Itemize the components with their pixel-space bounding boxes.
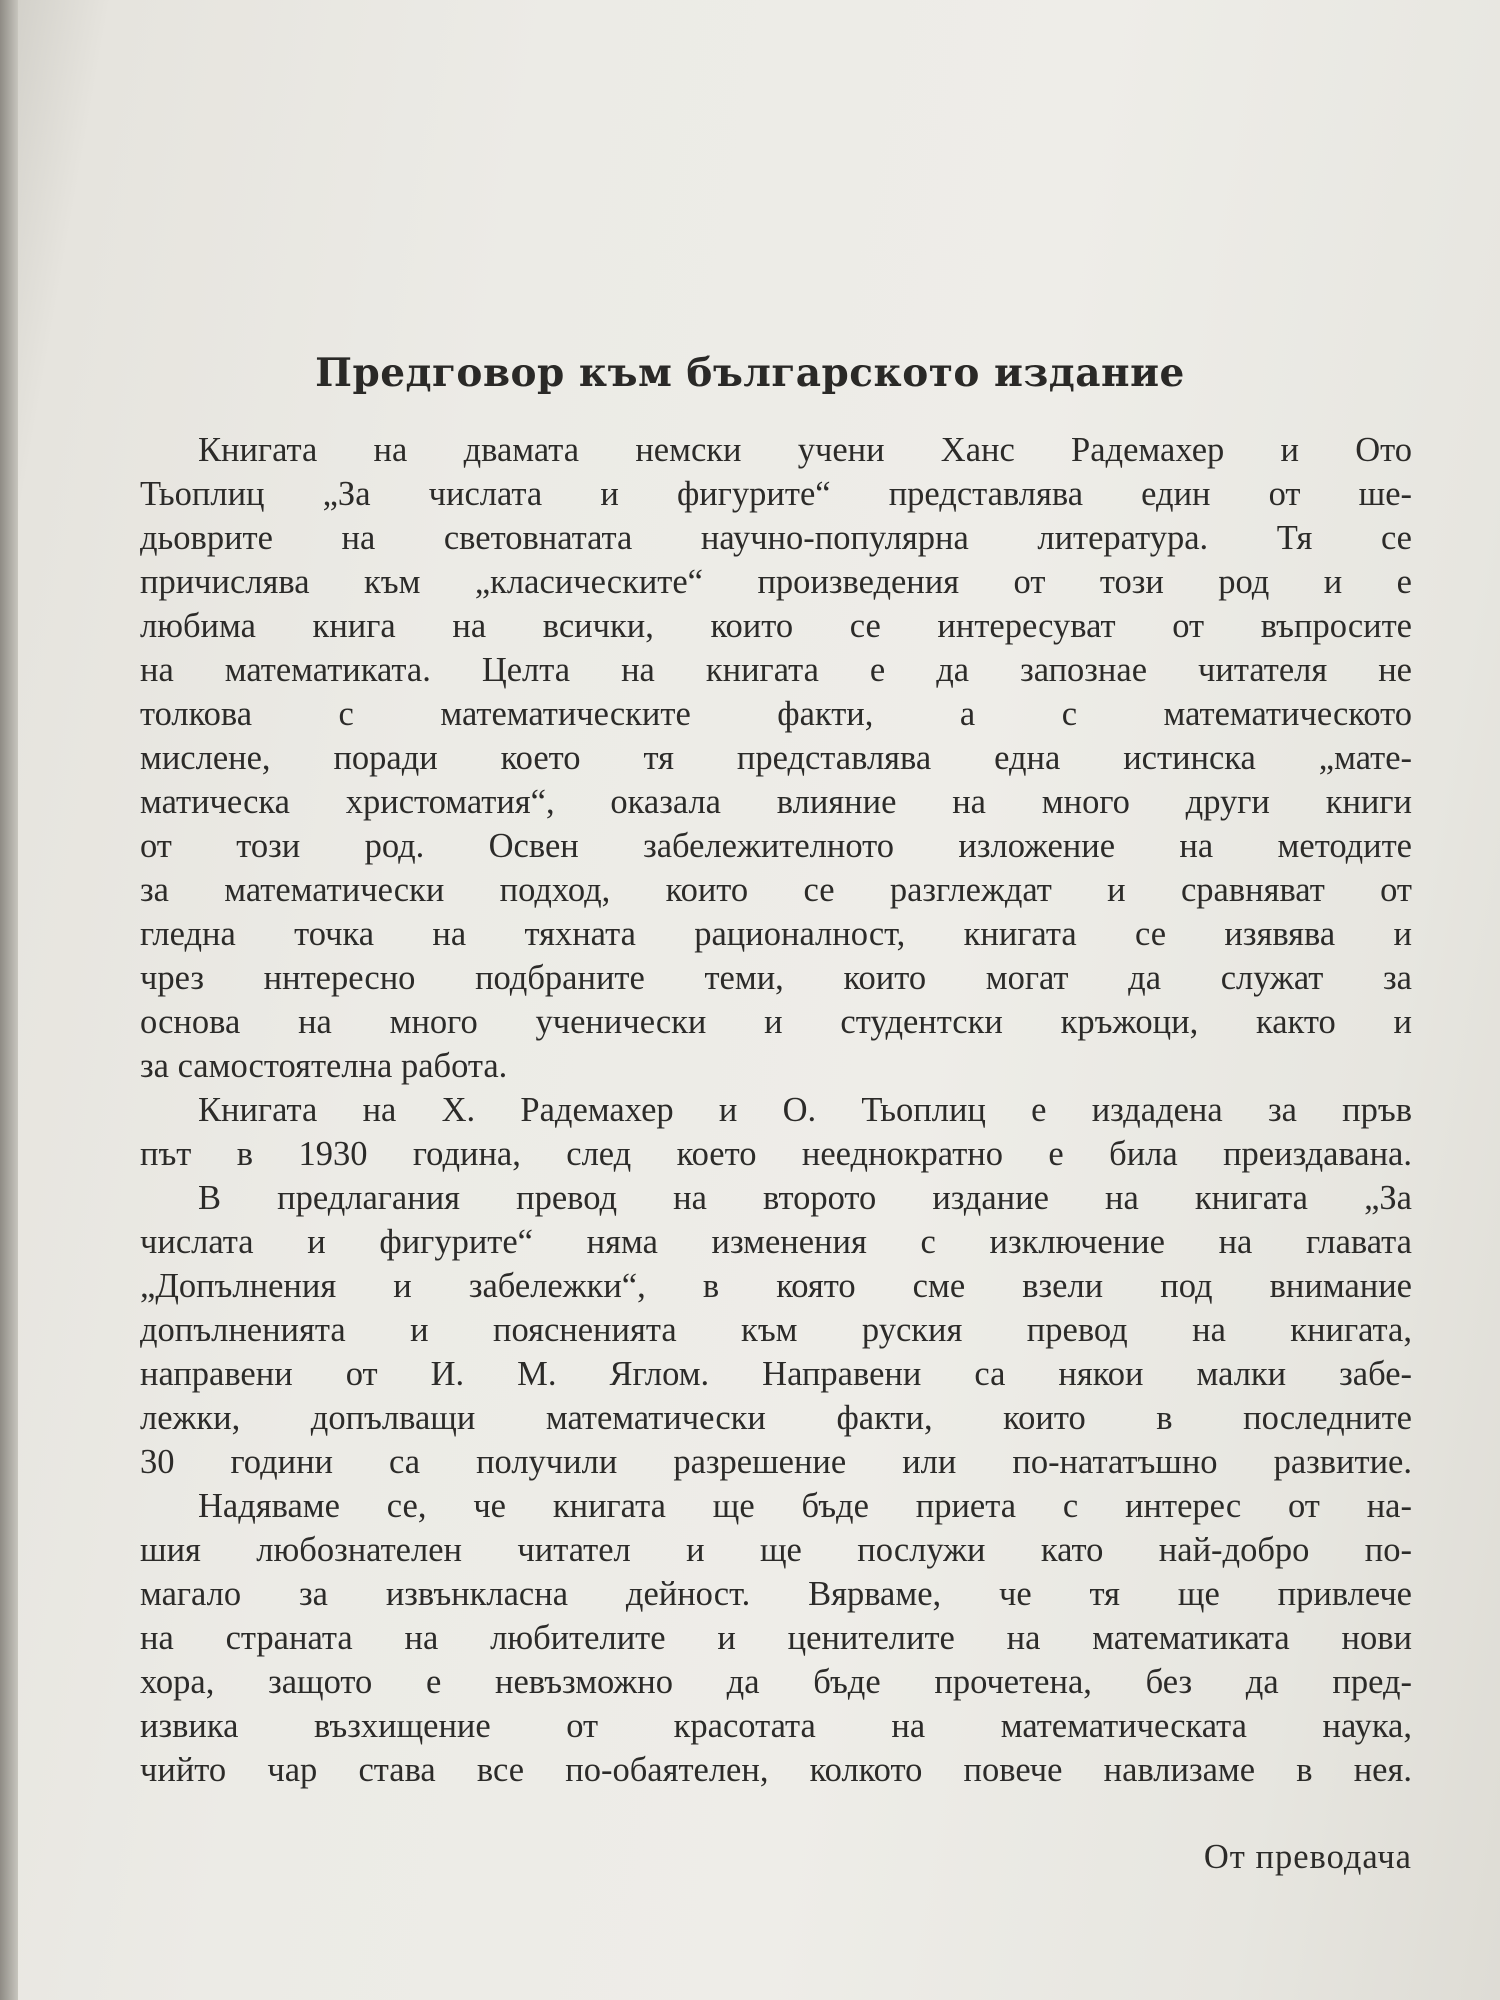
- text-line: В предлагания превод на второто издание на книгата „За: [198, 1179, 1412, 1217]
- text-line: гледна точка на тяхната рационалност, книгата се изявява и: [140, 915, 1412, 953]
- page-title: Предговор към българското издание: [315, 350, 1185, 396]
- text-line: за самостоятелна работа.: [140, 1047, 508, 1085]
- text-line: магало за извънкласна дейност. Вярваме, че тя ще привлече: [140, 1575, 1412, 1613]
- text-line: любима книга на всички, които се интересуват от въпросите: [140, 607, 1412, 645]
- text-line: на математиката. Целта на книгата е да запознае читателя не: [140, 651, 1412, 689]
- preface-body: [140, 428, 1412, 1792]
- text-line: причислява към „класическите“ произведения от този род и е: [140, 563, 1412, 601]
- text-line: извика възхищение от красотата на математическата наука,: [140, 1707, 1412, 1745]
- text-line: шия любознателен читател и ще послужи като най-добро по-: [140, 1531, 1412, 1569]
- text-line: на страната на любителите и ценителите на математиката нови: [140, 1619, 1412, 1657]
- text-line: основа на много ученически и студентски кръжоци, както и: [140, 1003, 1412, 1041]
- text-line: мислене, поради което тя представлява една истинска „мате-: [140, 739, 1412, 777]
- text-line: направени от И. М. Яглом. Направени са някои малки забе-: [140, 1355, 1412, 1393]
- text-line: лежки, допълващи математически факти, които в последните: [140, 1399, 1412, 1437]
- text-line: хора, защото е невъзможно да бъде прочетена, без да пред-: [140, 1663, 1412, 1701]
- text-line: „Допълнения и забележки“, в която сме взели под внимание: [140, 1267, 1412, 1305]
- text-line: 30 години са получили разрешение или по-нататъшно развитие.: [140, 1443, 1412, 1481]
- text-line: чийто чар става все по-обаятелен, колкото повече навлизаме в нея.: [140, 1751, 1412, 1789]
- text-line: допълненията и поясненията към руския превод на книгата,: [140, 1311, 1412, 1349]
- text-line: Тьоплиц „За числата и фигурите“ представлява един от ше-: [140, 475, 1412, 513]
- text-line: чрез ннтересно подбраните теми, които могат да служат за: [140, 959, 1412, 997]
- signature: От преводача: [1203, 1838, 1412, 1876]
- text-line: Книгата на двамата немски учени Ханс Радемахер и Ото: [198, 431, 1412, 469]
- text-line: дьоврите на световнатата научно-популярна литература. Тя се: [140, 519, 1412, 557]
- text-line: от този род. Освен забележителното изложение на методите: [140, 827, 1412, 865]
- text-line: Надяваме се, че книгата ще бъде приета с интерес от на-: [198, 1487, 1412, 1525]
- text-line: Книгата на Х. Радемахер и О. Тьоплиц е издадена за пръв: [198, 1091, 1412, 1129]
- text-line: за математически подход, които се разглеждат и сравняват от: [140, 871, 1412, 909]
- text-line: матическа христоматия“, оказала влияние на много други книги: [140, 783, 1412, 821]
- text-line: числата и фигурите“ няма изменения с изключение на главата: [140, 1223, 1412, 1261]
- text-line: път в 1930 година, след което нееднократно е била преиздавана.: [140, 1135, 1412, 1173]
- text-line: толкова с математическите факти, а с математическото: [140, 695, 1412, 733]
